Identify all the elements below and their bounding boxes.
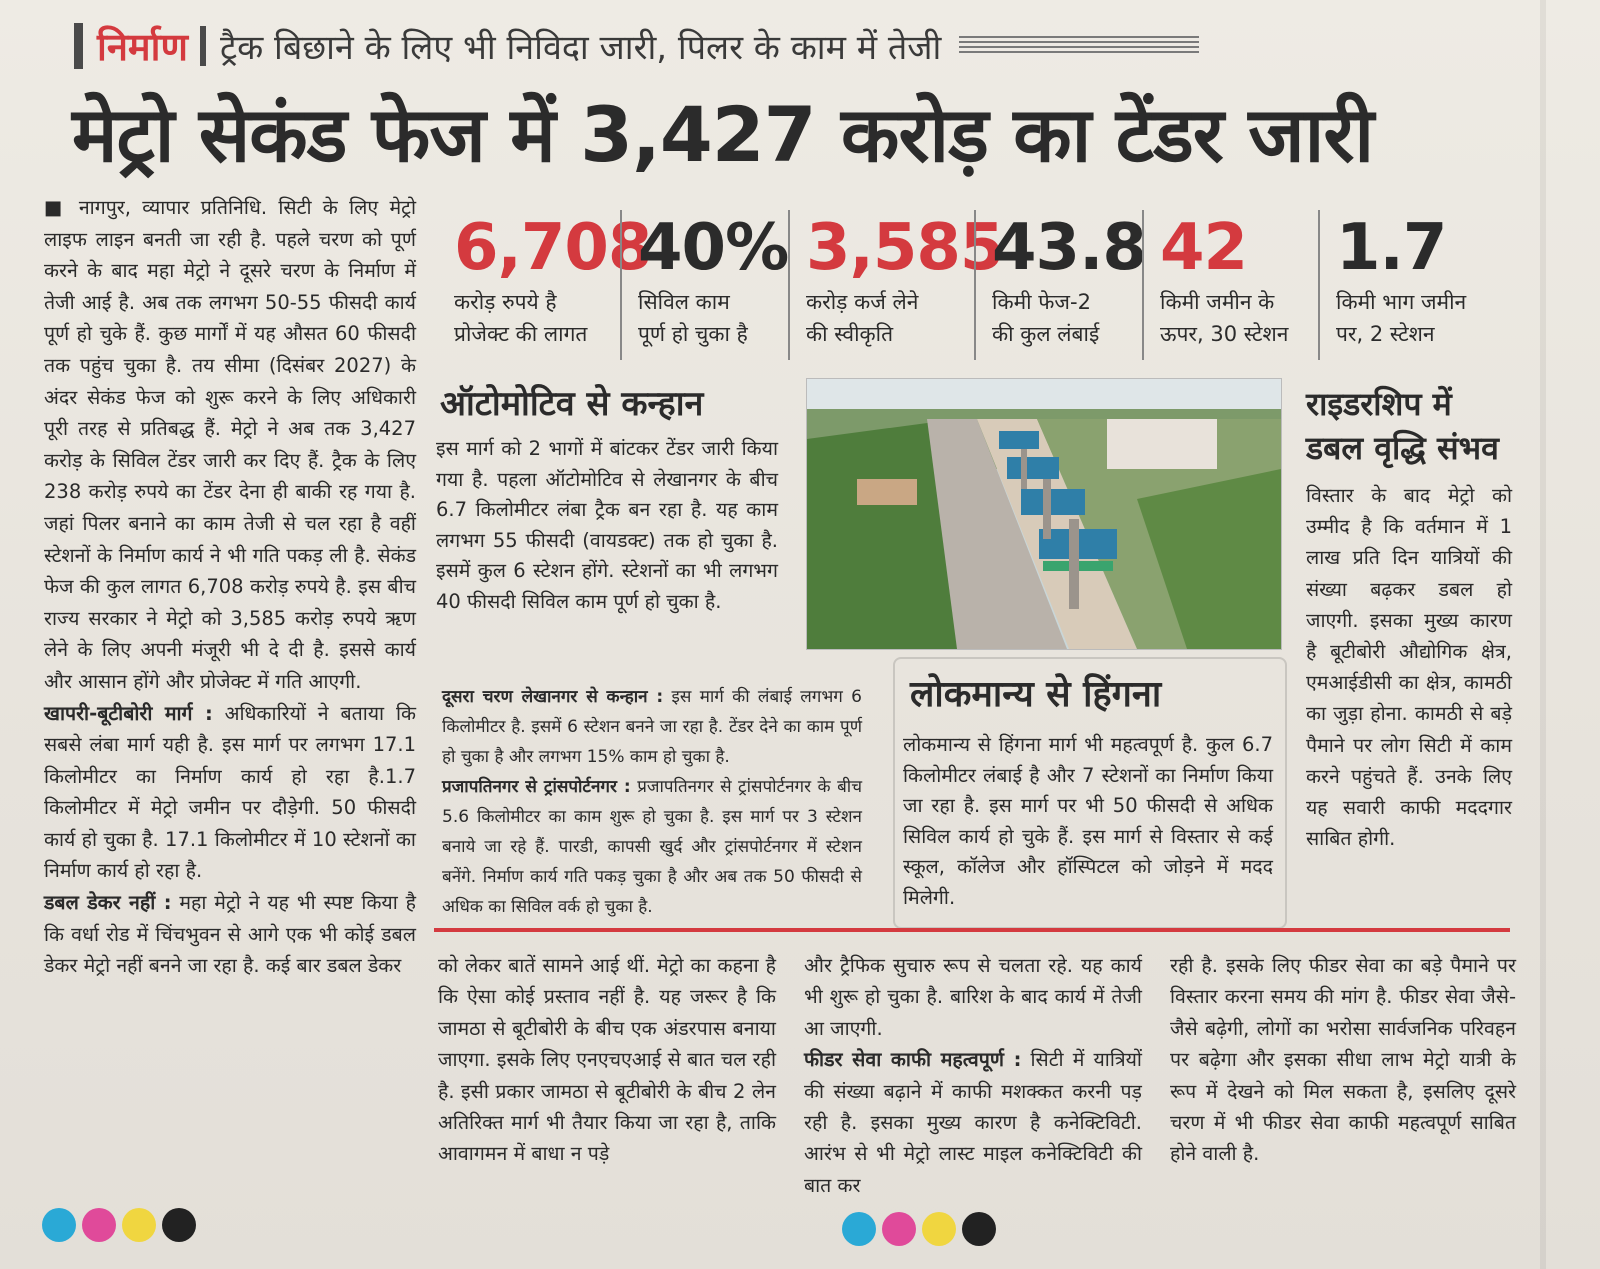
registration-marks-right <box>842 1212 996 1246</box>
automotive-body <box>436 434 778 617</box>
stat-elevated <box>1142 210 1318 360</box>
second-phase-heading: दूसरा चरण लेखानगर से कन्हान : <box>442 687 664 707</box>
lokmanya-text: लोकमान्य से हिंगना मार्ग भी महत्वपूर्ण है. कुल 6.7 किलोमीटर लंबाई है और 7 स्टेशनों का निर्माण किया जा रहा है. इस मार्ग पर भी 50 फीसदी से अधिक सिविल कार्य हो चुके हैं. इस मार्ग से विस्तार से कई स्कूल, कॉलेज और हॉस्पिटल को जोड़ने में मदद मिलेगी. <box>903 733 1273 909</box>
ridership-title-line1: राइडरशिप में <box>1306 385 1452 423</box>
automotive-title: ऑटोमोटिव से कन्हान <box>440 384 704 424</box>
cyan-mark <box>42 1208 76 1242</box>
khapri-paragraph <box>44 698 416 888</box>
second-phase-block <box>442 682 862 922</box>
bottom-column-2 <box>804 950 1142 1201</box>
stat-value: 40% <box>638 211 789 285</box>
ridership-title <box>1306 382 1499 470</box>
stat-label-line2: ऊपर, 30 स्टेशन <box>1160 322 1289 346</box>
stat-label-line1: किमी फेज-2 <box>992 290 1091 314</box>
prajapati-paragraph <box>442 772 862 922</box>
stat-label-line1: किमी भाग जमीन <box>1336 290 1467 314</box>
registration-marks-left <box>42 1208 196 1242</box>
lokmanya-title: लोकमान्य से हिंगना <box>910 674 1162 715</box>
khapri-body: अधिकारियों ने बताया कि सबसे लंबा मार्ग यही है. इस मार्ग पर लगभग 17.1 किलोमीटर का निर्माण कार्य हो रहा है.1.7 किलोमीटर में मेट्रो जमीन पर दौड़ेगी. 50 फीसदी कार्य हो चुका है. 17.1 किलोमीटर में 10 स्टेशनों का निर्माण कार्य हो रहा है. <box>44 701 416 883</box>
feeder-paragraph <box>804 1044 1142 1201</box>
double-decker-heading: डबल डेकर नहीं : <box>44 891 172 915</box>
stat-value: 43.8 <box>992 211 1146 285</box>
stat-label-line2: पर, 2 स्टेशन <box>1336 322 1435 346</box>
stat-value: 6,708 <box>454 211 652 285</box>
khapri-heading: खापरी-बूटीबोरी मार्ग : <box>44 701 213 725</box>
metro-construction-photo <box>806 378 1282 650</box>
stat-label-line1: करोड़ कर्ज लेने <box>806 290 919 314</box>
ridership-body <box>1306 480 1512 854</box>
bottom-column-3-text: रही है. इसके लिए फीडर सेवा का बड़े पैमाने पर विस्तार करना समय की मांग है. फीडर सेवा जैसे-जैसे बढ़ेगी, लोगों का भरोसा सार्वजनिक परिवहन पर बढ़ेगा और इसका सीधा लाभ मेट्रो यात्री के रूप में देखने को मिल सकता है, इसलिए दूसरे चरण में भी फीडर सेवा काफी महत्वपूर्ण साबित होने वाली है. <box>1170 954 1516 1166</box>
magenta-mark <box>82 1208 116 1242</box>
prajapati-heading: प्रजापतिनगर से ट्रांसपोर्टनगर : <box>442 777 631 797</box>
stat-value: 1.7 <box>1336 211 1447 285</box>
stat-value: 3,585 <box>806 211 1004 285</box>
second-phase-body: इस मार्ग की लंबाई लगभग 6 किलोमीटर है. इसमें 6 स्टेशन बनने जा रहा है. टेंडर देने का काम पूर्ण हो चुका है और लगभग 15% काम हो चुका है. <box>442 687 862 767</box>
kicker-bar <box>74 23 83 69</box>
section-divider <box>434 928 1510 932</box>
intro-text: ■ नागपुर, व्यापार प्रतिनिधि. सिटी के लिए मेट्रो लाइफ लाइन बनती जा रही है. पहले चरण को पूर्ण करने के बाद महा मेट्रो ने दूसरे चरण के निर्माण में तेजी आई है. अब तक लगभग 50-55 फीसदी कार्य पूर्ण हो चुके हैं. कुछ मार्गों में यह औसत 60 फीसदी तक पहुंच चुका है. तय सीमा (दिसंबर 2027) के अंदर सेकंड फेज को शुरू करने के लिए अधिकारी पूरी तरह से प्रतिबद्ध हैं. मेट्रो ने अब तक 3,427 करोड़ के सिविल टेंडर जारी कर दिए हैं. ट्रैक के लिए 238 करोड़ रुपये का टेंडर देना ही बाकी रह गया है. जहां पिलर बनाने का काम तेजी से चल रहा है वहीं स्टेशनों के निर्माण कार्य ने भी गति पकड़ ली है. सेकंड फेज की कुल लागत 6,708 करोड़ रुपये है. इस बीच राज्य सरकार ने मेट्रो को 3,585 करोड़ रुपये ऋण लेने के लिए अपनी मंजूरी भी दे दी है. इससे कार्य और आसान होंगे और प्रोजेक्ट में गति आएगी. <box>44 196 416 693</box>
bottom-column-1 <box>438 950 776 1170</box>
stat-civil <box>620 210 788 360</box>
lokmanya-body <box>903 730 1273 913</box>
black-mark <box>962 1212 996 1246</box>
feeder-body: सिटी में यात्रियों की संख्या बढ़ाने में काफी मशक्कत करनी पड़ रही है. इसका मुख्य कारण है कनेक्टिविटी. आरंभ से भी मेट्रो लास्ट माइल कनेक्टिविटी की बात कर <box>804 1048 1142 1197</box>
stat-ground <box>1318 210 1496 360</box>
double-decker-body: महा मेट्रो ने यह भी स्पष्ट किया है कि वर्धा रोड में चिंचभुवन से आगे एक भी कोई डबल डेकर मेट्रो नहीं बनने जा रहा है. कई बार डबल डेकर <box>44 891 416 978</box>
prajapati-body: प्रजापतिनगर से ट्रांसपोर्टनगर के बीच 5.6 किलोमीटर का काम शुरू हो चुका है. इस मार्ग पर 3 स्टेशन बनाये जा रहे हैं. पारडी, कापसी खुर्द और ट्रांसपोर्टनगर में स्टेशन बनेंगे. निर्माण कार्य गति पकड़ चुका है और अब तक 50 फीसदी से अधिक का सिविल वर्क हो चुका है. <box>442 777 862 917</box>
left-column <box>44 192 416 982</box>
stat-label-line1: किमी जमीन के <box>1160 290 1275 314</box>
photo-illustration <box>807 379 1281 649</box>
stat-cost <box>434 210 652 360</box>
bottom-column-2-text-a: और ट्रैफिक सुचारु रूप से चलता रहे. यह कार्य भी शुरू हो चुका है. बारिश के बाद कार्य में तेजी आ जाएगी. <box>804 954 1142 1040</box>
bottom-column-3 <box>1170 950 1516 1170</box>
stat-label-line2: प्रोजेक्ट की लागत <box>454 322 588 346</box>
stat-label-line2: की कुल लंबाई <box>992 322 1100 346</box>
stat-value: 42 <box>1160 211 1248 285</box>
kicker-rules <box>959 36 1199 56</box>
stat-label-line2: पूर्ण हो चुका है <box>638 322 748 346</box>
magenta-mark <box>882 1212 916 1246</box>
kicker-line <box>74 14 1544 78</box>
stat-label-line1: सिविल काम <box>638 290 730 314</box>
kicker-text: ट्रैक बिछाने के लिए भी निविदा जारी, पिलर के काम में तेजी <box>219 28 942 68</box>
stat-loan <box>788 210 1004 360</box>
bottom-column-1-text: को लेकर बातें सामने आई थीं. मेट्रो का कहना है कि ऐसा कोई प्रस्ताव नहीं है. यह जरूर है कि जामठा से बूटीबोरी के बीच एक अंडरपास बनाया जाएगा. इसके लिए एनएचएआई से बात चल रही है. इसी प्रकार जामठा से बूटीबोरी के बीच 2 लेन अतिरिक्त मार्ग भी तैयार किया जा रहा है, ताकि आवागमन में बाधा न पड़े <box>438 954 776 1166</box>
stat-label-line2: की स्वीकृति <box>806 322 894 346</box>
ridership-text: विस्तार के बाद मेट्रो को उम्मीद है कि वर्तमान में 1 लाख प्रति दिन यात्रियों की संख्या बढ़कर डबल हो जाएगी. इसका मुख्य कारण है बूटीबोरी औद्योगिक क्षेत्र, एमआईडीसी का क्षेत्र, कामठी का जुड़ा होना. कामठी से बड़े पैमाने पर लोग सिटी में काम करने पहुंचते हैं. उनके लिए यह सवारी काफी मददगार साबित होगी. <box>1306 484 1512 851</box>
feeder-heading: फीडर सेवा काफी महत्वपूर्ण : <box>804 1048 1022 1072</box>
cyan-mark <box>842 1212 876 1246</box>
kicker-bar-2 <box>200 26 206 66</box>
stats-bar <box>434 210 1514 360</box>
second-phase-paragraph <box>442 682 862 772</box>
black-mark <box>162 1208 196 1242</box>
automotive-text: इस मार्ग को 2 भागों में बांटकर टेंडर जारी किया गया है. पहला ऑटोमोटिव से लेखानगर के बीच 6.7 किलोमीटर लंबा ट्रैक बन रहा है. यह काम लगभग 55 फीसदी (वायडक्ट) तक हो चुका है. इसमें कुल 6 स्टेशन होंगे. स्टेशनों का भी लगभग 40 फीसदी सिविल काम पूर्ण हो चुका है. <box>436 437 778 613</box>
adjacent-page-edge <box>1530 0 1600 1269</box>
yellow-mark <box>122 1208 156 1242</box>
ridership-title-line2: डबल वृद्धि संभव <box>1306 429 1499 467</box>
page-headline: मेट्रो सेकंड फेज में 3,427 करोड़ का टेंडर जारी <box>72 90 1374 179</box>
stat-label-line1: करोड़ रुपये है <box>454 290 557 314</box>
stat-length <box>974 210 1146 360</box>
double-decker-paragraph <box>44 887 416 982</box>
kicker-tag: निर्माण <box>97 25 188 69</box>
yellow-mark <box>922 1212 956 1246</box>
